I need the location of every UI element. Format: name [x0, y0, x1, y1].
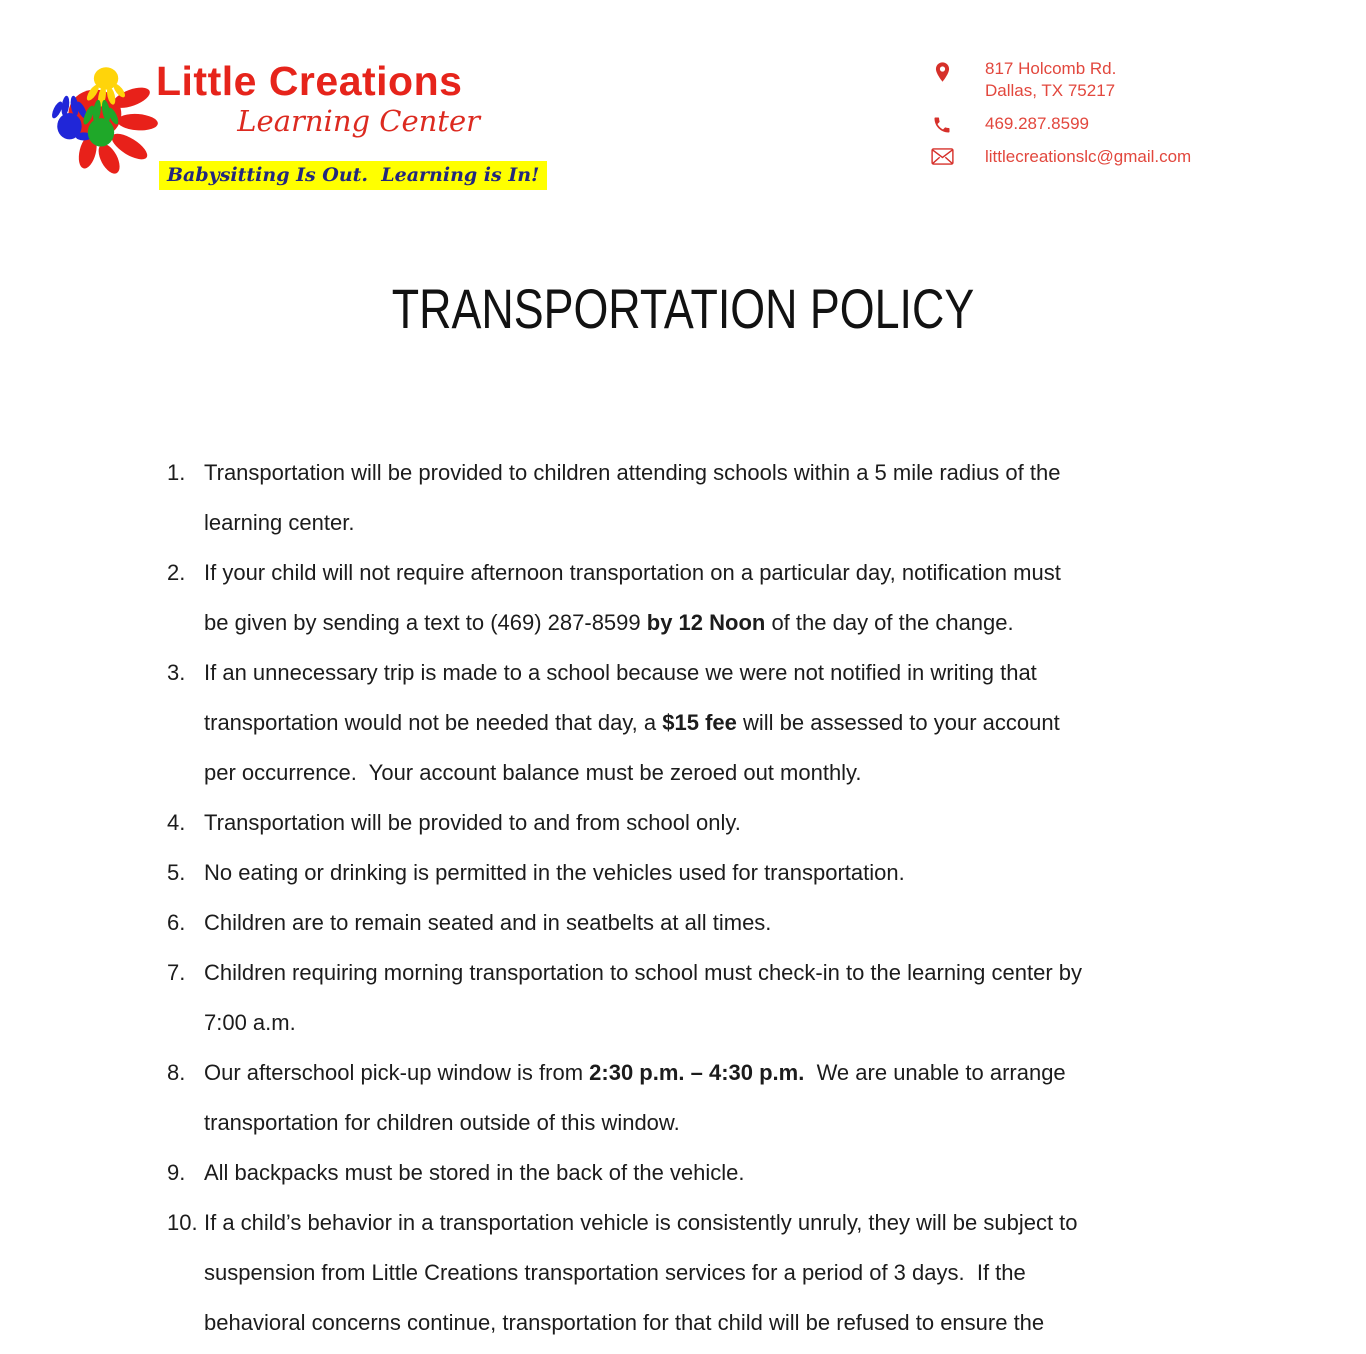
list-item [167, 548, 1307, 648]
list-item-text: No eating or drinking is permitted in the vehicles used for transportation. [204, 860, 905, 885]
list-item-text: Transportation will be provided to and from school only. [204, 810, 741, 835]
brand-title: Little Creations [156, 58, 463, 104]
list-item-text: Our afterschool pick-up window is from 2:30 p.m. – 4:30 p.m. We are unable to arrange transportation for children outside of this window. [204, 1060, 1066, 1135]
email-address: littlecreationslc@gmail.com [985, 147, 1192, 166]
list-item-number: 9. [167, 1160, 186, 1185]
address-line-2: Dallas, TX 75217 [985, 81, 1116, 100]
contact-block [930, 58, 1191, 179]
address-line-1: 817 Holcomb Rd. [985, 59, 1117, 78]
list-item-text: If your child will not require afternoon transportation on a particular day, notification must be given by sending a text to (469) 287-8599 by 12 Noon of the day of the change. [204, 560, 1061, 635]
list-item-number: 5. [167, 860, 186, 885]
policy-list [167, 448, 1307, 1348]
envelope-icon [930, 146, 954, 165]
handprints-logo-icon [42, 50, 164, 176]
list-item-text: If an unnecessary trip is made to a school because we were not notified in writing that transportation would not be needed that day, a $15 fee will be assessed to your account per occurrence. Your account balance must be zeroed out monthly. [204, 660, 1060, 785]
handprints-logo [42, 50, 164, 176]
list-item-number: 7. [167, 960, 186, 985]
list-item-number: 3. [167, 660, 186, 685]
list-item-text: Transportation will be provided to children attending schools within a 5 mile radius of the learning center. [204, 460, 1061, 535]
list-item-text: If a child’s behavior in a transportation vehicle is consistently unruly, they will be subject to suspension from Little Creations transportation services for a period of 3 days. If the behavioral concerns continue, transportation for that child will be refused to ensure the [204, 1210, 1078, 1335]
list-item-number: 4. [167, 810, 186, 835]
phone-number: 469.287.8599 [985, 114, 1089, 133]
brand-subtitle: Learning Center [237, 104, 480, 138]
list-item [167, 1198, 1307, 1348]
list-item-number: 1. [167, 460, 186, 485]
list-item-number: 2. [167, 560, 186, 585]
list-item-text: All backpacks must be stored in the back of the vehicle. [204, 1160, 745, 1185]
list-item-number: 8. [167, 1060, 186, 1085]
contact-phone [930, 113, 1191, 135]
contact-email [930, 146, 1191, 168]
list-item [167, 1048, 1307, 1148]
page-title: TRANSPORTATION POLICY [391, 277, 975, 340]
list-item [167, 1148, 1307, 1198]
list-item-text: Children are to remain seated and in seatbelts at all times. [204, 910, 772, 935]
list-item-number: 10. [167, 1210, 198, 1235]
list-item [167, 448, 1307, 548]
list-item-text: Children requiring morning transportation to school must check-in to the learning center by 7:00 a.m. [204, 960, 1083, 1035]
contact-address [930, 58, 1191, 102]
location-pin-icon [930, 58, 954, 85]
list-item [167, 898, 1307, 948]
list-item [167, 948, 1307, 1048]
list-item [167, 848, 1307, 898]
list-item [167, 798, 1307, 848]
list-item [167, 648, 1307, 798]
brand-tagline: Babysitting Is Out. Learning is In! [159, 161, 547, 190]
phone-icon [930, 113, 954, 135]
list-item-number: 6. [167, 910, 186, 935]
